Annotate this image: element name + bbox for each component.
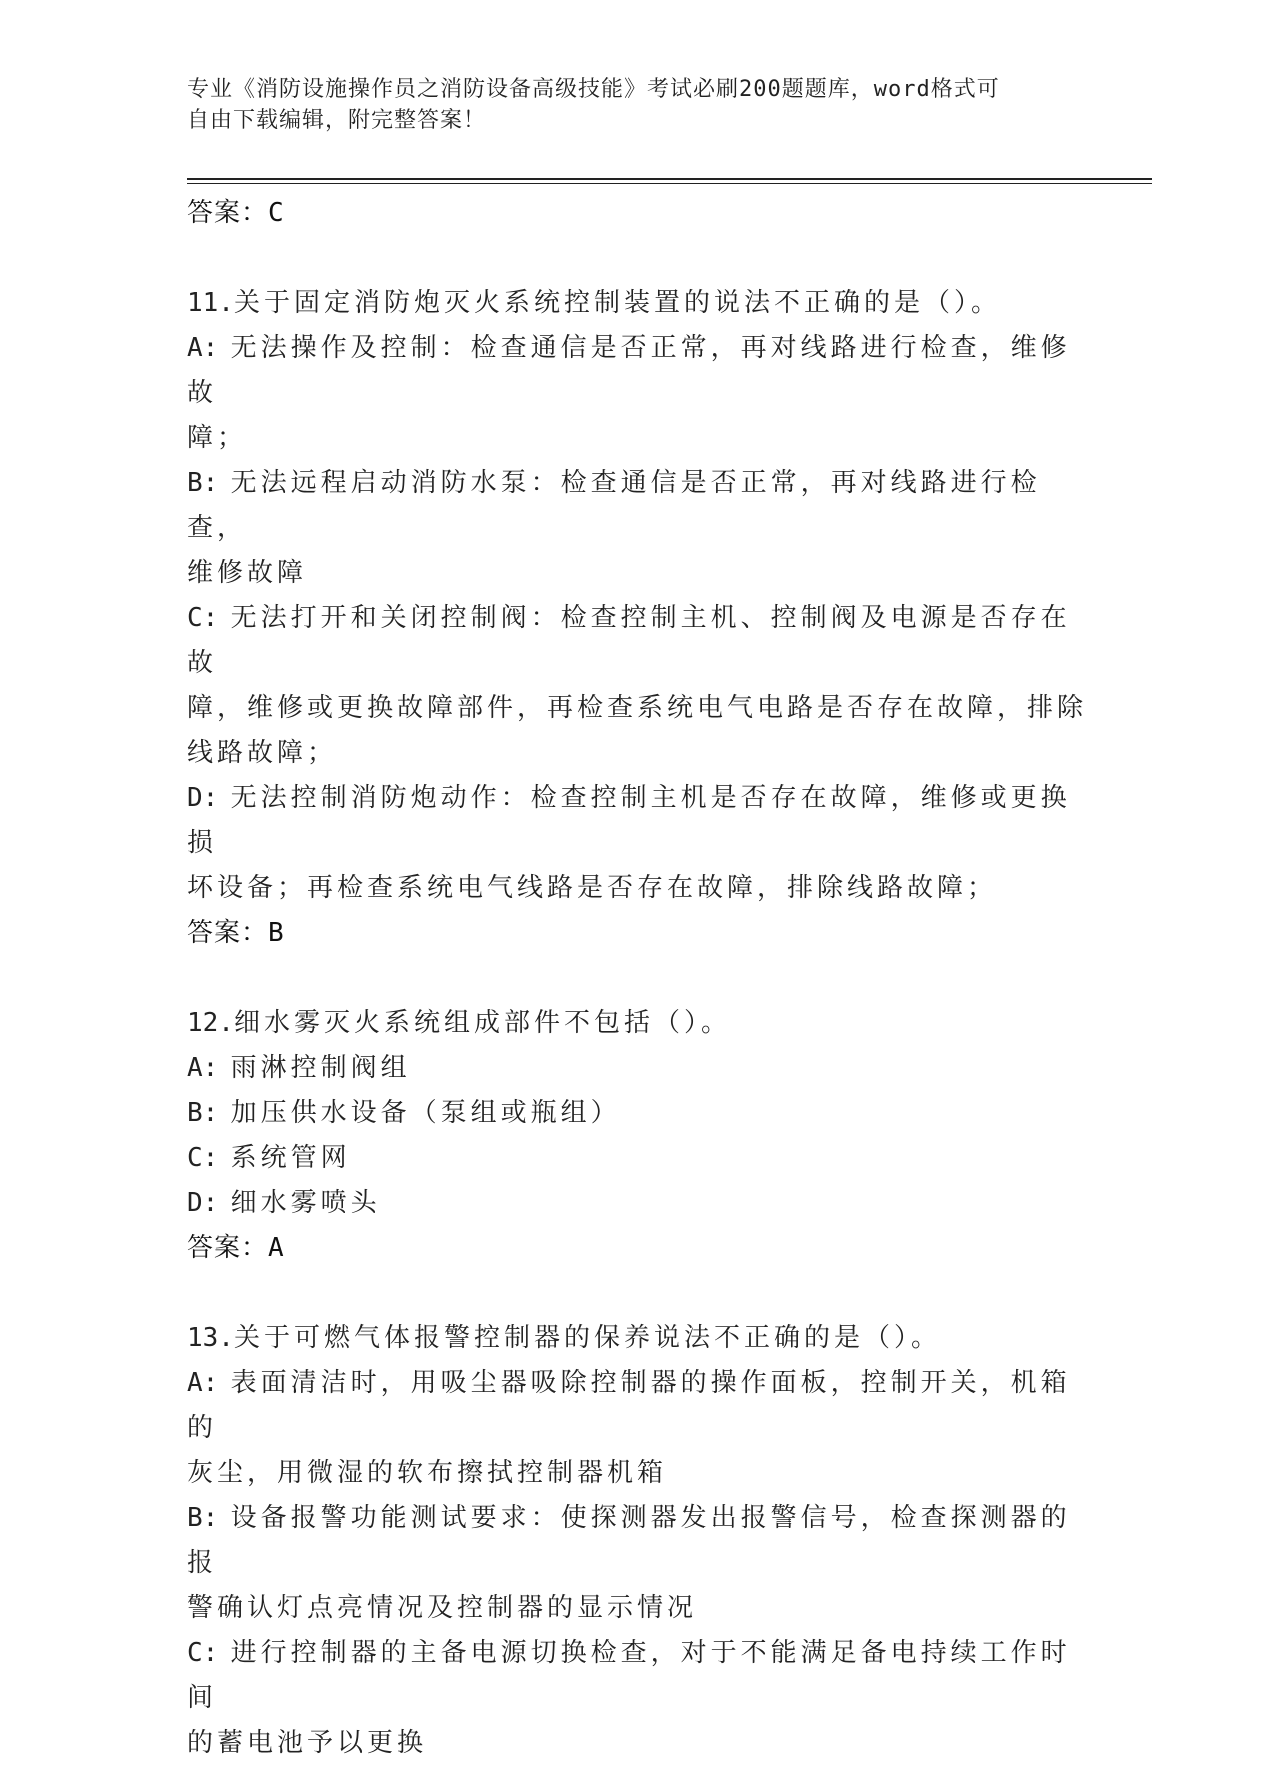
option-b-cont xyxy=(187,551,1087,596)
option-key: B: xyxy=(187,1098,219,1128)
header-rule-thick xyxy=(187,178,1152,180)
option-line: 进行控制器的主备电源切换检查，对于不能满足备电持续工作时间 xyxy=(187,1638,1071,1713)
option-c xyxy=(187,1136,1087,1181)
answer-line xyxy=(187,911,1087,955)
answer-label: 答案： xyxy=(187,918,269,948)
question-number: 13. xyxy=(187,1323,234,1353)
option-line: 障； xyxy=(187,423,248,453)
answer-value: A xyxy=(268,1233,285,1263)
option-line: 加压供水设备（泵组或瓶组） xyxy=(230,1098,621,1128)
answer-line xyxy=(187,1226,1087,1270)
option-key: C: xyxy=(187,1638,219,1668)
option-a xyxy=(187,1046,1087,1091)
option-line: 坏设备；再检查系统电气线路是否存在故障，排除线路故障； xyxy=(187,873,998,903)
option-key: B: xyxy=(187,1503,219,1533)
option-c xyxy=(187,596,1087,686)
option-key: C: xyxy=(187,1143,219,1173)
option-a-cont xyxy=(187,1451,1087,1496)
option-c-cont xyxy=(187,686,1087,731)
option-line: 线路故障； xyxy=(187,738,338,768)
option-line: 无法操作及控制：检查通信是否正常，再对线路进行检查，维修故 xyxy=(187,333,1071,408)
option-b-cont xyxy=(187,1586,1087,1631)
option-d xyxy=(187,776,1087,866)
option-b xyxy=(187,1496,1087,1586)
option-line: 无法控制消防炮动作：检查控制主机是否存在故障，维修或更换损 xyxy=(187,783,1071,858)
option-a xyxy=(187,326,1087,416)
question-stem xyxy=(187,1001,1087,1046)
option-line: 维修故障 xyxy=(187,558,308,588)
page-header xyxy=(187,74,1067,136)
header-line-1: 专业《消防设施操作员之消防设备高级技能》考试必刷200题题库，word格式可 xyxy=(187,77,1000,102)
question-number: 11. xyxy=(187,288,234,318)
question-stem xyxy=(187,1316,1087,1361)
option-key: A: xyxy=(187,1368,219,1398)
header-rule-thin xyxy=(187,183,1152,184)
answer-label: 答案： xyxy=(187,1233,269,1263)
question-text: 细水雾灭火系统组成部件不包括（）。 xyxy=(233,1008,731,1038)
answer-value: C xyxy=(268,198,285,228)
option-key: A: xyxy=(187,333,219,363)
option-line: 表面清洁时，用吸尘器吸除控制器的操作面板，控制开关，机箱的 xyxy=(187,1368,1071,1443)
option-line: 无法打开和关闭控制阀：检查控制主机、控制阀及电源是否存在故 xyxy=(187,603,1071,678)
option-b xyxy=(187,461,1087,551)
option-key: A: xyxy=(187,1053,219,1083)
answer-label: 答案： xyxy=(187,198,269,228)
question-number: 12. xyxy=(187,1008,234,1038)
option-c-cont xyxy=(187,731,1087,776)
option-key: C: xyxy=(187,603,219,633)
question-11 xyxy=(187,281,1087,955)
option-d xyxy=(187,1181,1087,1226)
option-d-cont xyxy=(187,866,1087,911)
option-key: D: xyxy=(187,1188,219,1218)
header-line-2: 自由下载编辑，附完整答案！ xyxy=(187,108,487,133)
answer-line xyxy=(187,191,1087,235)
question-text: 关于固定消防炮灭火系统控制装置的说法不正确的是（）。 xyxy=(233,288,1001,318)
option-key: B: xyxy=(187,468,219,498)
option-line: 雨淋控制阀组 xyxy=(230,1053,411,1083)
option-c xyxy=(187,1631,1087,1721)
option-line: 灰尘，用微湿的软布擦拭控制器机箱 xyxy=(187,1458,668,1488)
question-text: 关于可燃气体报警控制器的保养说法不正确的是（）。 xyxy=(233,1323,941,1353)
option-line: 细水雾喷头 xyxy=(230,1188,381,1218)
question-12 xyxy=(187,1001,1087,1270)
option-line: 系统管网 xyxy=(230,1143,351,1173)
option-key: D: xyxy=(187,783,219,813)
option-line: 设备报警功能测试要求：使探测器发出报警信号，检查探测器的报 xyxy=(187,1503,1071,1578)
option-c-cont xyxy=(187,1721,1087,1766)
option-line: 障，维修或更换故障部件，再检查系统电气电路是否存在故障，排除 xyxy=(187,693,1088,723)
option-line: 警确认灯点亮情况及控制器的显示情况 xyxy=(187,1593,698,1623)
option-line: 无法远程启动消防水泵：检查通信是否正常，再对线路进行检查， xyxy=(187,468,1041,543)
content xyxy=(187,191,1087,1766)
question-13 xyxy=(187,1316,1087,1766)
option-line: 的蓄电池予以更换 xyxy=(187,1728,428,1758)
option-a-cont xyxy=(187,416,1087,461)
option-a xyxy=(187,1361,1087,1451)
option-b xyxy=(187,1091,1087,1136)
question-stem xyxy=(187,281,1087,326)
answer-value: B xyxy=(268,918,285,948)
